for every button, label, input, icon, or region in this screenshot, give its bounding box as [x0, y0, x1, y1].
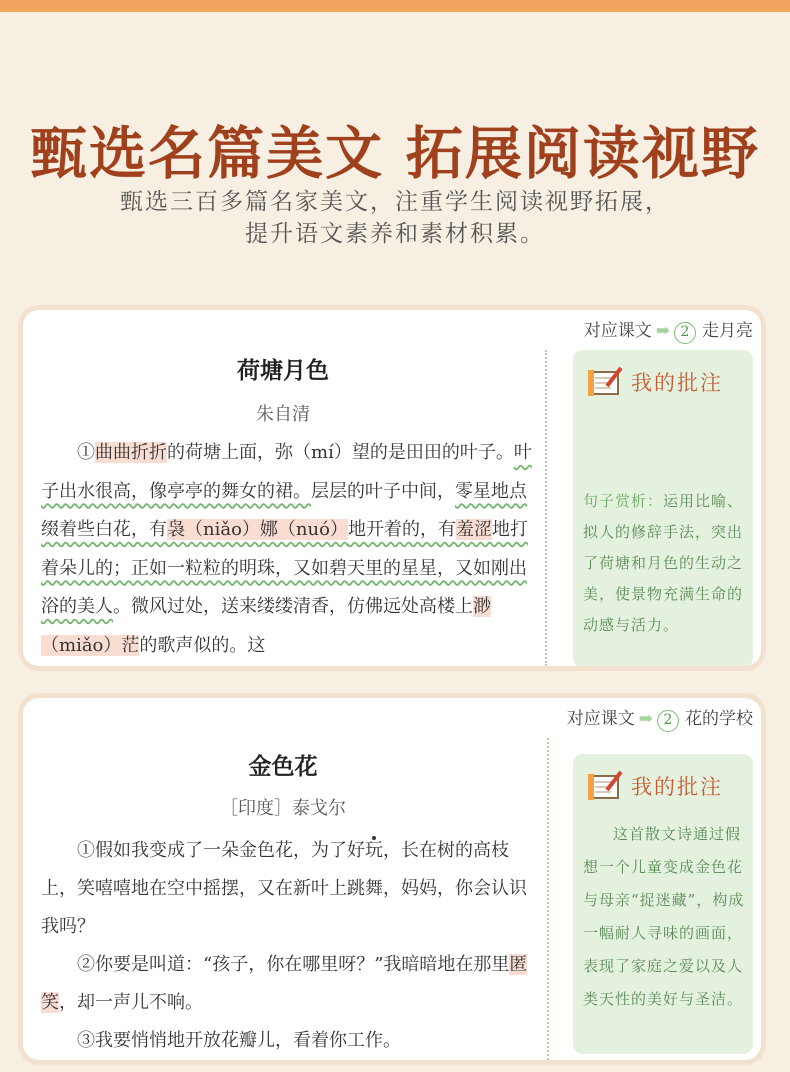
lesson-reference: [567, 704, 753, 732]
annotation-header: [587, 770, 723, 802]
text-run: ①假如我变成了一朵金色花，为了好: [77, 840, 365, 861]
paragraph-3: ③我要悄悄地开放花瓣儿，看着你工作。: [77, 1030, 401, 1051]
text-run: ，长在树的高枝上，笑嘻嘻地在空中摇摆，又在新叶上跳舞，妈妈，你会认识我吗？: [41, 840, 527, 937]
reading-card-1: [23, 310, 761, 666]
lesson-name: 走月亮: [702, 321, 753, 341]
highlight-phrase: 曲曲折折: [95, 442, 167, 463]
dotted-divider: [545, 350, 547, 666]
article-author: ［印度］泰戈尔: [220, 798, 346, 819]
paragraph-1: [41, 832, 541, 946]
annotation-panel: [573, 754, 753, 1054]
paragraph-2: [41, 946, 541, 1022]
highlight-phrase: 匿笑: [41, 954, 528, 1013]
text-run: 的荷塘上面，弥（mí）望的是田田的叶子。: [167, 442, 514, 463]
text-run: 层层的叶子中间，: [311, 480, 455, 502]
article-body: [41, 434, 541, 665]
paragraph-1: [41, 434, 541, 665]
text-run: 零星地点缀着些白花，有: [41, 480, 527, 540]
notebook-pen-icon: [587, 770, 625, 802]
subtitle-line-1: 甄选三百多篇名家美文，注重学生阅读视野拓展，: [120, 189, 670, 215]
annotation-lead: 句子赏析：: [583, 492, 664, 510]
highlight-phrase: 羞涩: [455, 519, 492, 540]
annotation-text: [583, 486, 745, 641]
annotation-label: 我的批注: [631, 775, 723, 799]
subtitle-line-2: 提升语文素养和素材积累。: [245, 221, 545, 247]
arrow-right-icon: ➡: [655, 321, 670, 341]
text-run: 的歌声似的。这: [139, 634, 266, 656]
lesson-prefix: 对应课文: [583, 321, 652, 341]
article-body: [41, 832, 541, 1060]
page-headline: 甄选名篇美文 拓展阅读视野: [30, 121, 760, 187]
paragraph-number: ①: [77, 442, 95, 463]
text-run: ，却一声儿不响。: [59, 992, 203, 1013]
article-author: 朱自清: [256, 404, 310, 425]
lesson-prefix: 对应课文: [566, 709, 635, 729]
highlight-phrase: 袅（niǎo）娜（nuó）: [167, 519, 348, 540]
text-run: ②你要是叫道：“孩子，你在哪里呀？”我暗暗地在那里: [77, 954, 510, 975]
text-run: 地开着的，有: [347, 519, 456, 540]
lesson-reference: [584, 316, 753, 344]
text-run: 地打着朵儿的；正如一粒粒的明珠，又如碧天里的星星，又如刚出浴的美人: [41, 519, 528, 617]
text-run: 。微风过处，送来缕缕清香，仿佛远处高楼上: [113, 596, 473, 617]
lesson-number-badge: 2: [657, 710, 679, 732]
annotation-header: [587, 366, 723, 398]
dotted-divider: [547, 738, 549, 1060]
arrow-right-icon: ➡: [638, 709, 653, 729]
highlight-phrase: 渺（miǎo）茫: [41, 596, 491, 656]
underlined-sentence: 叶子出水很高，像亭亭的舞女的裙。: [41, 442, 532, 502]
annotation-panel: [573, 350, 753, 666]
lesson-number-badge: 2: [674, 322, 696, 344]
reading-card-2: [23, 698, 761, 1060]
lesson-name: 花的学校: [685, 709, 753, 729]
top-accent-bar: [0, 0, 790, 12]
annotation-label: 我的批注: [631, 371, 723, 395]
annotation-text: 这首散文诗通过假想一个儿童变成金色花与母亲“捉迷藏”，构成一幅耐人寻味的画面，表现了家庭之爱以及人类天性的美好与圣洁。: [583, 825, 745, 1008]
emphasis-dot-char: 玩: [365, 840, 383, 861]
article-title: 荷塘月色: [237, 357, 329, 384]
annotation-body: 运用比喻、拟人的修辞手法，突出了荷塘和月色的生动之美，使景物充满生命的动感与活力。: [583, 492, 744, 634]
notebook-pen-icon: [587, 366, 625, 398]
article-title: 金色花: [248, 753, 318, 780]
